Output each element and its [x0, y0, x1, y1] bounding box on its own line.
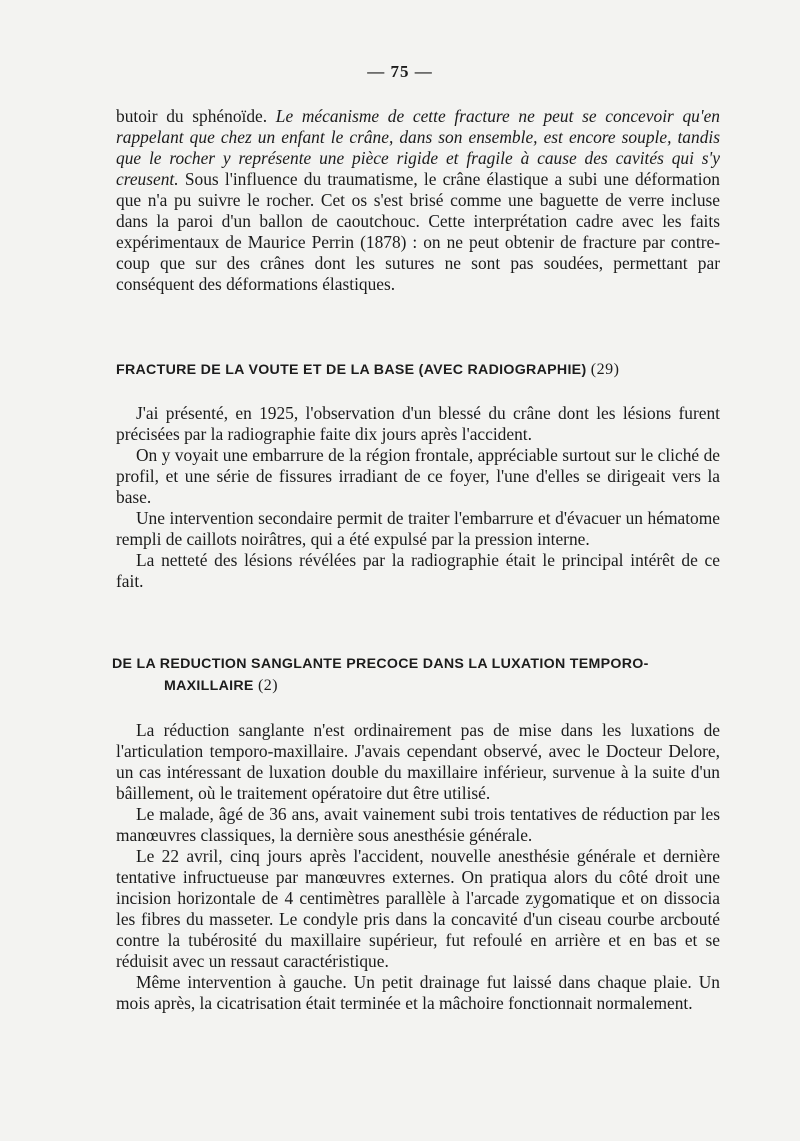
page-number: — 75 — [367, 62, 433, 81]
section-2-body [116, 403, 720, 592]
paragraph: On y voyait une embarrure de la région frontale, appréciable surtout sur le cliché de profil, et une série de fissures irradiant de ce foyer, l'une d'elles se dirigeait vers la base. [116, 445, 720, 507]
paragraph: Même intervention à gauche. Un petit drainage fut laissé dans chaque plaie. Un mois après, la cicatrisation était terminée et la mâchoire fonctionnait normalement. [116, 972, 720, 1013]
reference-number: (29) [590, 361, 620, 378]
paragraph [116, 106, 720, 295]
italic-text: Le mécanisme de cette fracture ne peut se concevoir qu'en rappelant que chez un enfant le crâne, dans son ensemble, est encore souple, tandis que le rocher y représente une pièce rigide et fragile à cause des cavités qui s'y creusent. [116, 106, 720, 189]
text-end: Sous l'influence du traumatisme, le crâne élastique a subi une déformation que n'a pu suivre le rocher. Cet os s'est brisé comme une baguette de verre incluse dans la paroi d'un ballon de caoutchouc. Cette interprétation cadre avec les faits expérimentaux de Maurice Perrin (1878) : on ne peut obtenir de fracture par contre-coup que sur des crânes dont les sutures ne sont pas soudées, permettant par conséquent des déformations élastiques. [116, 169, 720, 294]
section-3-heading [112, 653, 732, 697]
paragraph: La réduction sanglante n'est ordinairement pas de mise dans les luxations de l'articulation temporo-maxillaire. J'avais cependant observé, avec le Docteur Delore, un cas intéressant de luxation double du maxillaire inférieur, survenue à la suite d'un bâillement, où le traitement opératoire dut être utilisé. [116, 720, 720, 803]
heading-text-line-2: MAXILLAIRE [164, 678, 254, 694]
text-start: butoir du sphénoïde. [116, 106, 268, 126]
heading-text-line-1: DE LA REDUCTION SANGLANTE PRECOCE DANS LA LUXATION TEMPORO- [112, 656, 649, 672]
paragraph: Le malade, âgé de 36 ans, avait vainement subi trois tentatives de réduction par les manœuvres classiques, la dernière sous anesthésie générale. [116, 804, 720, 845]
heading-text: FRACTURE DE LA VOUTE ET DE LA BASE (AVEC RADIOGRAPHIE) [116, 362, 587, 378]
section-3-body [116, 720, 720, 1014]
paragraph: Le 22 avril, cinq jours après l'accident, nouvelle anesthésie générale et dernière tentative infructueuse par manœuvres externes. On pratiqua alors du côté droit une incision horizontale de 4 centimètres parallèle à l'arcade zygomatique et on dissocia les fibres du masseter. Le condyle pris dans la concavité d'un ciseau courbe arcbouté contre la tubérosité du maxillaire supérieur, fut refoulé en arrière et en bas et se réduisit avec un ressaut caractéristique. [116, 846, 720, 971]
paragraph: Une intervention secondaire permit de traiter l'embarrure et d'évacuer un hématome rempli de caillots noirâtres, qui a été expulsé par la pression interne. [116, 508, 720, 549]
section-2-heading [116, 359, 720, 381]
section-1-continuation [116, 106, 720, 295]
paragraph: La netteté des lésions révélées par la radiographie était le principal intérêt de ce fait. [116, 550, 720, 591]
paragraph: J'ai présenté, en 1925, l'observation d'un blessé du crâne dont les lésions furent précisées par la radiographie faite dix jours après l'accident. [116, 403, 720, 444]
reference-number: (2) [257, 677, 279, 694]
